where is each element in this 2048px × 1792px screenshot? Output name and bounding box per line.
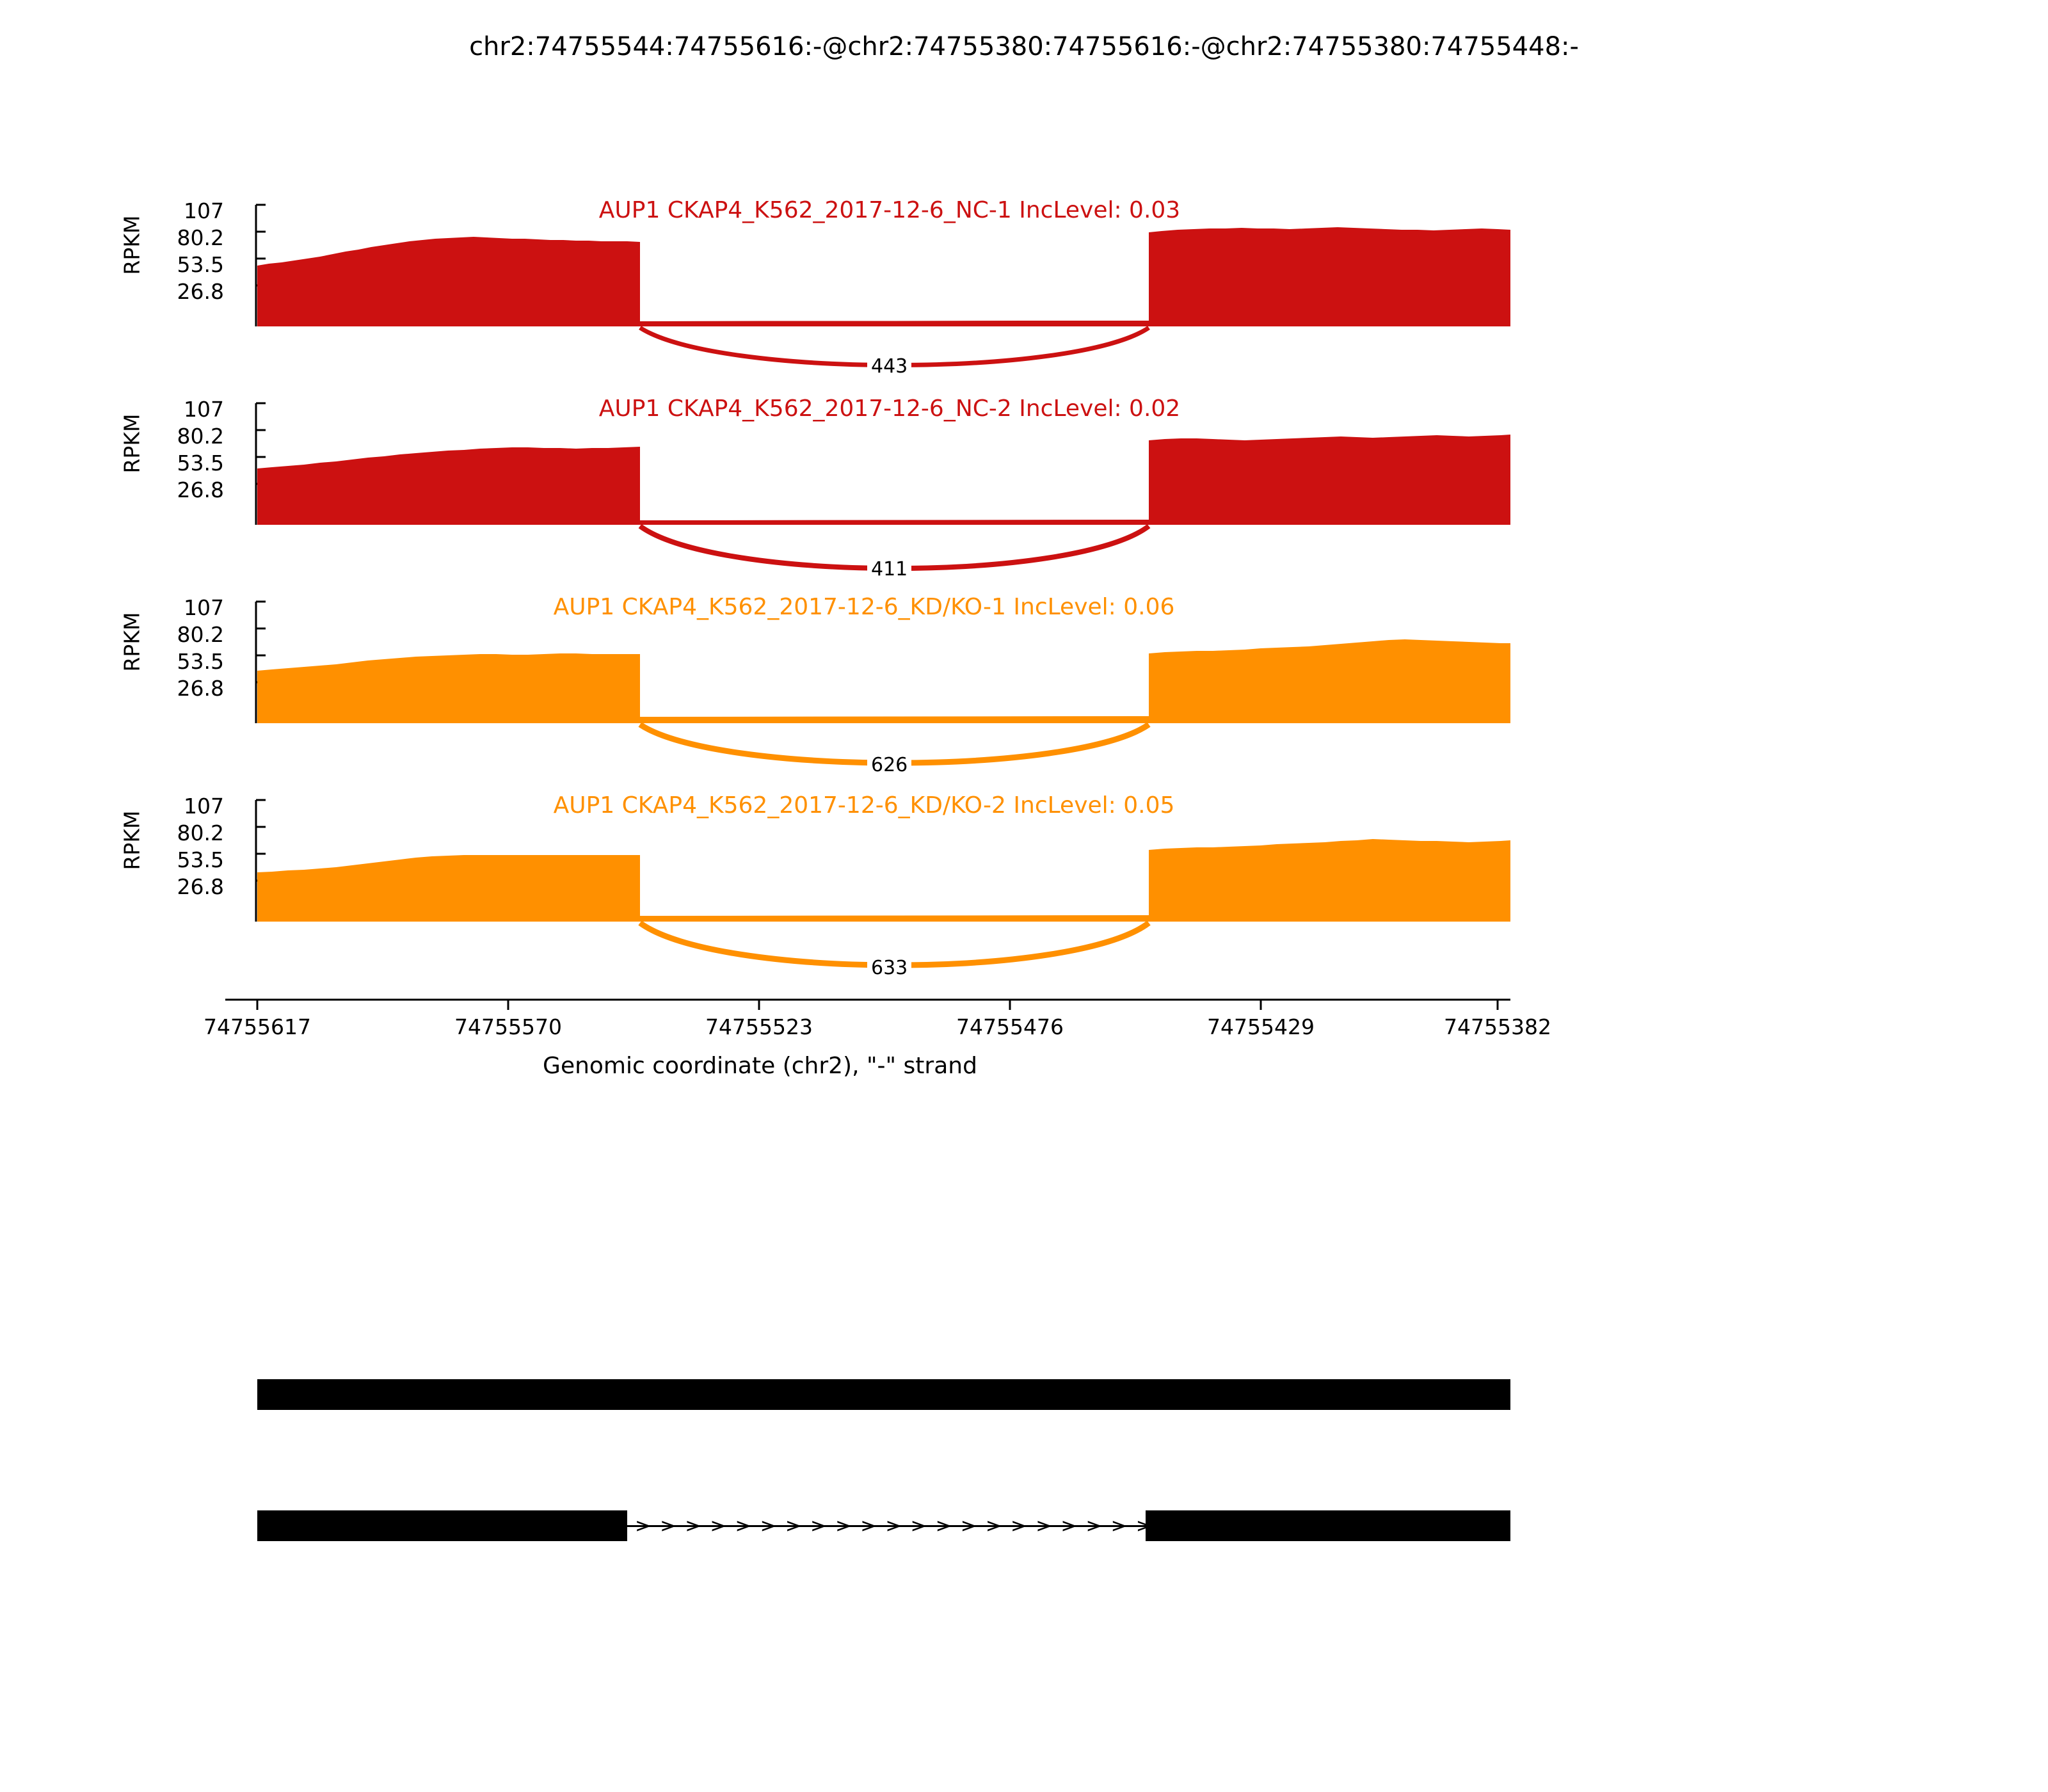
y-tick-label: 53.5 — [177, 649, 224, 674]
isoform-exon-block — [257, 1379, 1510, 1410]
x-tick-label: 74755476 — [956, 1014, 1064, 1039]
y-tick-label: 80.2 — [177, 225, 224, 250]
y-tick-label: 26.8 — [177, 477, 224, 502]
x-tick-label: 74755523 — [705, 1014, 813, 1039]
panel-title-kd-2: AUP1 CKAP4_K562_2017-12-6_KD/KO-2 IncLevel: 0.05 — [553, 792, 1175, 819]
sashimi-panel-nc-2 — [0, 390, 2048, 580]
y-axis-label: RPKM — [119, 413, 145, 474]
y-tick-label: 26.8 — [177, 874, 224, 899]
y-tick-label: 107 — [184, 198, 224, 223]
coverage-track-kd-2 — [0, 787, 2048, 973]
x-tick-label: 74755570 — [454, 1014, 562, 1039]
y-axis-label: RPKM — [119, 215, 145, 275]
y-tick-label: 53.5 — [177, 847, 224, 872]
x-axis-label: Genomic coordinate (chr2), "-" strand — [543, 1053, 977, 1079]
junction-read-count-kd-1: 626 — [867, 754, 911, 776]
y-tick-label: 107 — [184, 595, 224, 620]
y-tick-label: 107 — [184, 794, 224, 819]
sashimi-panel-kd-2 — [0, 787, 2048, 979]
junction-read-count-kd-2: 633 — [867, 957, 911, 979]
y-tick-label: 53.5 — [177, 252, 224, 277]
sashimi-panel-nc-1 — [0, 192, 2048, 378]
y-tick-label: 53.5 — [177, 451, 224, 476]
x-tick-label: 74755429 — [1207, 1014, 1315, 1039]
x-tick-label: 74755382 — [1444, 1014, 1551, 1039]
x-tick-label: 74755617 — [204, 1014, 311, 1039]
isoform-strand-arrows: >>>>>>>>>>>>>>>>>>>>>>>>>>> — [635, 1515, 1311, 1537]
panel-title-nc-2: AUP1 CKAP4_K562_2017-12-6_NC-2 IncLevel: 0.02 — [598, 396, 1181, 422]
y-tick-label: 26.8 — [177, 279, 224, 304]
junction-read-count-nc-1: 443 — [867, 355, 911, 378]
x-axis-ticks — [0, 1014, 2048, 1053]
isoform-exon-block — [257, 1510, 627, 1541]
y-tick-label: 107 — [184, 397, 224, 422]
coverage-track-nc-2 — [0, 390, 2048, 576]
y-axis-label: RPKM — [119, 612, 145, 672]
y-axis-label: RPKM — [119, 810, 145, 870]
coverage-track-kd-1 — [0, 589, 2048, 774]
junction-read-count-nc-2: 411 — [867, 558, 911, 580]
y-tick-label: 26.8 — [177, 676, 224, 701]
sashimi-panel-kd-1 — [0, 589, 2048, 774]
y-tick-label: 80.2 — [177, 622, 224, 647]
y-tick-label: 80.2 — [177, 820, 224, 845]
page-title: chr2:74755544:74755616:-@chr2:74755380:74755616:-@chr2:74755380:74755448:- — [469, 32, 1579, 61]
panel-title-kd-1: AUP1 CKAP4_K562_2017-12-6_KD/KO-1 IncLevel: 0.06 — [553, 594, 1175, 620]
panel-title-nc-1: AUP1 CKAP4_K562_2017-12-6_NC-1 IncLevel: 0.03 — [598, 197, 1181, 223]
y-tick-label: 80.2 — [177, 424, 224, 449]
coverage-track-nc-1 — [0, 192, 2048, 378]
